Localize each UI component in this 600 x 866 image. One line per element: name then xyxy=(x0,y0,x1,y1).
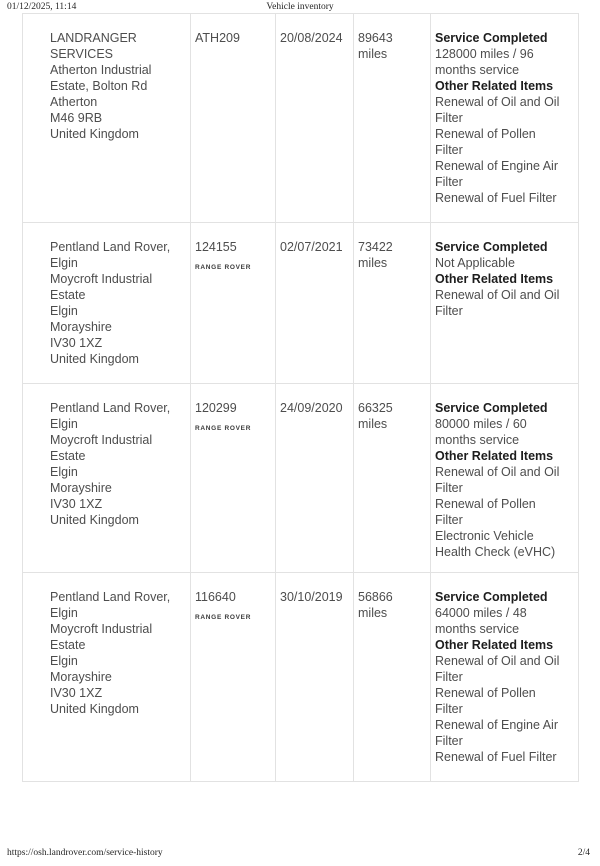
service-detail-line: Other Related Items xyxy=(435,449,554,463)
service-detail-line: Service Completed xyxy=(435,240,548,254)
dealer-address-line: Pentland Land Rover, Elgin xyxy=(50,401,171,431)
service-detail-line: 80000 miles / 60 months service xyxy=(435,417,527,447)
dealer-cell xyxy=(23,384,191,573)
service-detail-line: Renewal of Oil and Oil Filter xyxy=(435,95,560,125)
mileage-unit: miles xyxy=(358,417,388,431)
dealer-address-line: Moycroft Industrial Estate xyxy=(50,622,153,652)
dealer-address-line: Atherton Industrial Estate, Bolton Rd xyxy=(50,63,152,93)
mileage-cell xyxy=(354,14,431,223)
dealer-address-line: Elgin xyxy=(50,465,78,479)
dealer-code: ATH209 xyxy=(195,31,240,45)
service-detail-line: 64000 miles / 48 months service xyxy=(435,606,527,636)
page-number: 2/4 xyxy=(577,848,590,858)
service-detail-line: 128000 miles / 96 months service xyxy=(435,47,534,77)
table-row xyxy=(23,573,579,782)
dealer-code: 116640 xyxy=(195,590,236,604)
dealer-code: 120299 xyxy=(195,401,237,415)
dealer-address-line: IV30 1XZ xyxy=(50,686,103,700)
table-row xyxy=(23,223,579,384)
dealer-address-line: Moycroft Industrial Estate xyxy=(50,433,153,463)
dealer-address-line: United Kingdom xyxy=(50,352,139,366)
mileage-cell xyxy=(354,223,431,384)
service-detail-line: Renewal of Pollen Filter xyxy=(435,127,536,157)
service-detail-line: Other Related Items xyxy=(435,638,554,652)
service-detail-line: Renewal of Oil and Oil Filter xyxy=(435,654,560,684)
mileage-value: 89643 xyxy=(358,31,393,45)
service-date: 20/08/2024 xyxy=(280,31,343,45)
dealer-address-line: United Kingdom xyxy=(50,127,139,141)
dealer-cell xyxy=(23,223,191,384)
dealer-address-line: Morayshire xyxy=(50,670,112,684)
service-date: 02/07/2021 xyxy=(280,240,343,254)
dealer-cell xyxy=(23,573,191,782)
source-url: https://osh.landrover.com/service-history xyxy=(7,848,163,858)
service-details-cell xyxy=(431,573,579,782)
range-rover-wordmark: RANGE ROVER xyxy=(195,425,252,432)
service-detail-line: Other Related Items xyxy=(435,79,554,93)
service-date-cell xyxy=(276,384,354,573)
service-detail-line: Renewal of Engine Air Filter xyxy=(435,159,558,189)
service-detail-line: Renewal of Oil and Oil Filter xyxy=(435,465,560,495)
dealer-address-line: Atherton xyxy=(50,95,98,109)
mileage-value: 56866 xyxy=(358,590,393,604)
service-detail-line: Renewal of Pollen Filter xyxy=(435,686,536,716)
range-rover-wordmark: RANGE ROVER xyxy=(195,264,252,271)
dealer-address-line: M46 9RB xyxy=(50,111,103,125)
page-title: Vehicle inventory xyxy=(266,2,334,12)
service-detail-line: Service Completed xyxy=(435,401,548,415)
service-date: 24/09/2020 xyxy=(280,401,343,415)
dealer-address-line: IV30 1XZ xyxy=(50,497,103,511)
service-date: 30/10/2019 xyxy=(280,590,343,604)
dealer-code-cell xyxy=(191,223,276,384)
service-detail-line: Not Applicable xyxy=(435,256,515,270)
dealer-address-line: Morayshire xyxy=(50,320,112,334)
dealer-code-cell xyxy=(191,14,276,223)
service-details-cell xyxy=(431,384,579,573)
mileage-unit: miles xyxy=(358,47,388,61)
service-date-cell xyxy=(276,14,354,223)
dealer-address-line: IV30 1XZ xyxy=(50,336,103,350)
print-datetime: 01/12/2025, 11:14 xyxy=(7,2,77,12)
service-detail-line: Renewal of Oil and Oil Filter xyxy=(435,288,560,318)
dealer-address-line: United Kingdom xyxy=(50,513,139,527)
service-history-table xyxy=(22,13,579,782)
range-rover-wordmark: RANGE ROVER xyxy=(195,614,252,621)
mileage-cell xyxy=(354,573,431,782)
service-date-cell xyxy=(276,223,354,384)
dealer-address-line: Elgin xyxy=(50,654,78,668)
mileage-cell xyxy=(354,384,431,573)
dealer-cell xyxy=(23,14,191,223)
table-row xyxy=(23,14,579,223)
service-detail-line: Renewal of Pollen Filter xyxy=(435,497,536,527)
dealer-code-cell xyxy=(191,384,276,573)
dealer-code: 124155 xyxy=(195,240,237,254)
dealer-address-line: Pentland Land Rover, Elgin xyxy=(50,590,171,620)
service-detail-line: Electronic Vehicle Health Check (eVHC) xyxy=(435,529,556,559)
service-detail-line: Renewal of Engine Air Filter xyxy=(435,718,558,748)
service-details-cell xyxy=(431,223,579,384)
service-details-cell xyxy=(431,14,579,223)
mileage-unit: miles xyxy=(358,256,388,270)
service-detail-line: Other Related Items xyxy=(435,272,554,286)
dealer-code-cell xyxy=(191,573,276,782)
print-footer xyxy=(0,848,600,860)
service-detail-line: Service Completed xyxy=(435,590,548,604)
dealer-address-line: Elgin xyxy=(50,304,78,318)
service-detail-line: Renewal of Fuel Filter xyxy=(435,750,557,764)
dealer-address-line: United Kingdom xyxy=(50,702,139,716)
mileage-value: 73422 xyxy=(358,240,393,254)
mileage-value: 66325 xyxy=(358,401,393,415)
service-date-cell xyxy=(276,573,354,782)
service-detail-line: Renewal of Fuel Filter xyxy=(435,191,557,205)
dealer-address-line: Morayshire xyxy=(50,481,112,495)
dealer-address-line: LANDRANGER SERVICES xyxy=(50,31,137,61)
service-table-body xyxy=(23,14,579,782)
dealer-address-line: Moycroft Industrial Estate xyxy=(50,272,153,302)
service-detail-line: Service Completed xyxy=(435,31,548,45)
mileage-unit: miles xyxy=(358,606,388,620)
dealer-address-line: Pentland Land Rover, Elgin xyxy=(50,240,171,270)
table-row xyxy=(23,384,579,573)
